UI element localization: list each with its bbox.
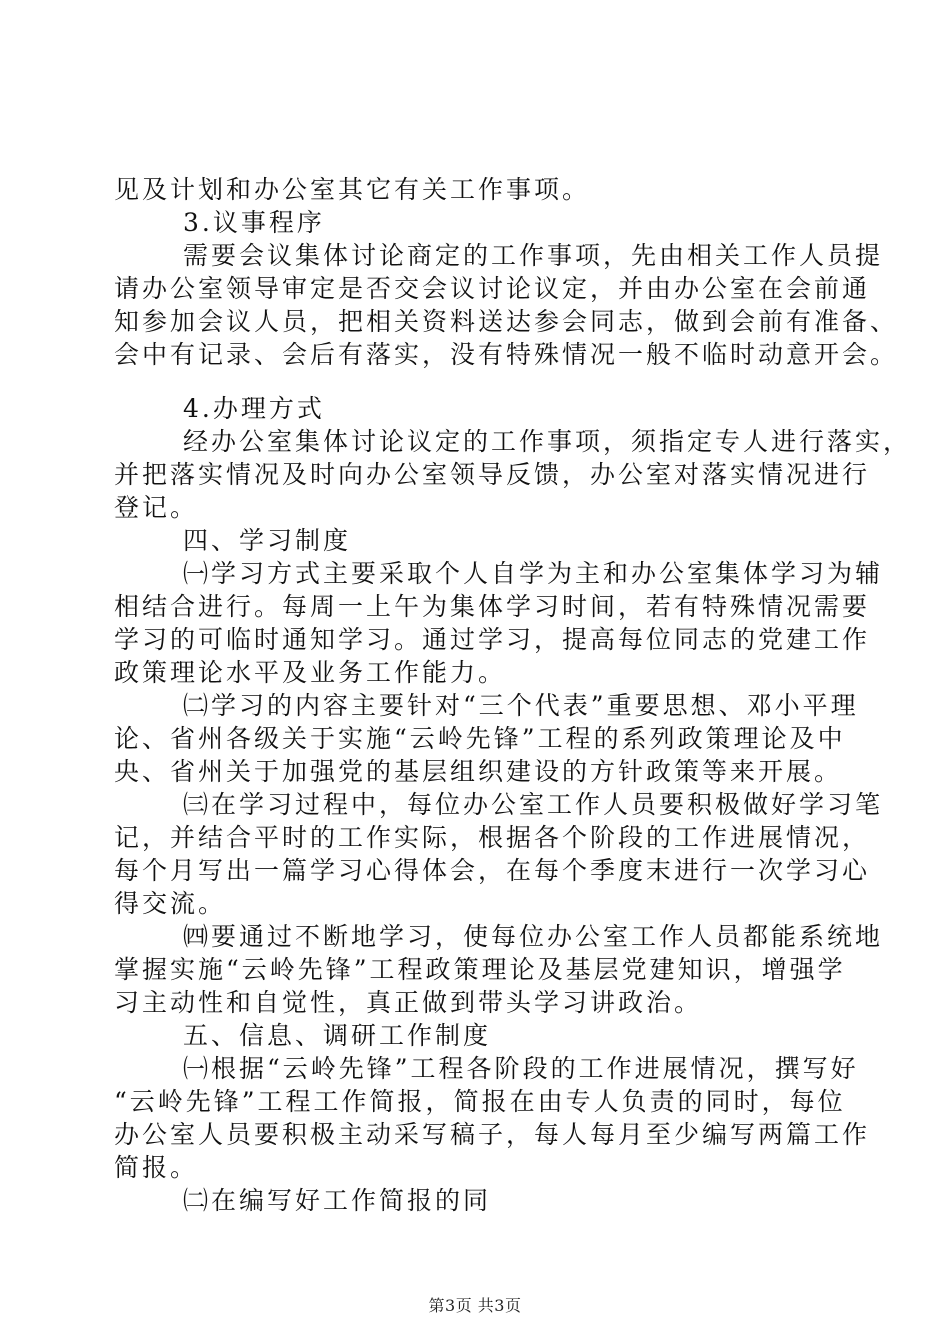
- heading-study-system: 四、学习制度: [183, 526, 352, 555]
- text-line: ㈡在编写好工作简报的同: [183, 1186, 492, 1215]
- text-line: 记，并结合平时的工作实际，根据各个阶段的工作进展情况，: [114, 823, 871, 852]
- text-line: 请办公室领导审定是否交会议讨论议定，并由办公室在会前通: [114, 274, 871, 303]
- text-line: ㈠根据“云岭先锋”工程各阶段的工作进展情况，撰写好: [183, 1054, 859, 1083]
- text-line: 得交流。: [114, 889, 227, 918]
- text-line: “云岭先锋”工程工作简报，简报在由专人负责的同时，每位: [114, 1087, 846, 1116]
- text-line: 经办公室集体讨论议定的工作事项，须指定专人进行落实，: [183, 427, 912, 456]
- text-line: ㈡学习的内容主要针对“三个代表”重要思想、邓小平理: [183, 691, 859, 720]
- text-line: 并把落实情况及时向办公室领导反馈，办公室对落实情况进行: [114, 460, 871, 489]
- text-line: 央、省州关于加强党的基层组织建设的方针政策等来开展。: [114, 757, 843, 786]
- text-line: 知参加会议人员，把相关资料送达参会同志，做到会前有准备、: [114, 307, 899, 336]
- text-line: 政策理论水平及业务工作能力。: [114, 658, 507, 687]
- text-line: 掌握实施“云岭先锋”工程政策理论及基层党建知识，增强学: [114, 955, 846, 984]
- text-line: 办公室人员要积极主动采写稿子，每人每月至少编写两篇工作: [114, 1120, 871, 1149]
- text-line: 会中有记录、会后有落实，没有特殊情况一般不临时动意开会。: [114, 340, 899, 369]
- text-line: 相结合进行。每周一上午为集体学习时间，若有特殊情况需要: [114, 592, 871, 621]
- text-line: 登记。: [114, 493, 199, 522]
- heading-handling-method: 4.办理方式: [183, 394, 325, 423]
- heading-agenda-procedure: 3.议事程序: [183, 208, 325, 237]
- text-line: 简报。: [114, 1153, 199, 1182]
- text-line: 学习的可临时通知学习。通过学习，提高每位同志的党建工作: [114, 625, 871, 654]
- heading-info-research-system: 五、信息、调研工作制度: [183, 1021, 492, 1050]
- text-line: ㈢在学习过程中，每位办公室工作人员要积极做好学习笔: [183, 790, 884, 819]
- text-line: ㈣要通过不断地学习，使每位办公室工作人员都能系统地: [183, 922, 884, 951]
- text-line: 每个月写出一篇学习心得体会，在每个季度末进行一次学习心: [114, 856, 871, 885]
- text-line: 习主动性和自觉性，真正做到带头学习讲政治。: [114, 988, 703, 1017]
- page-number-footer: 第3页 共3页: [428, 1296, 522, 1315]
- text-line: 需要会议集体讨论商定的工作事项，先由相关工作人员提: [183, 241, 884, 270]
- text-line: ㈠学习方式主要采取个人自学为主和办公室集体学习为辅: [183, 559, 884, 588]
- text-line: 见及计划和办公室其它有关工作事项。: [114, 175, 591, 204]
- text-line: 论、省州各级关于实施“云岭先锋”工程的系列政策理论及中: [114, 724, 846, 753]
